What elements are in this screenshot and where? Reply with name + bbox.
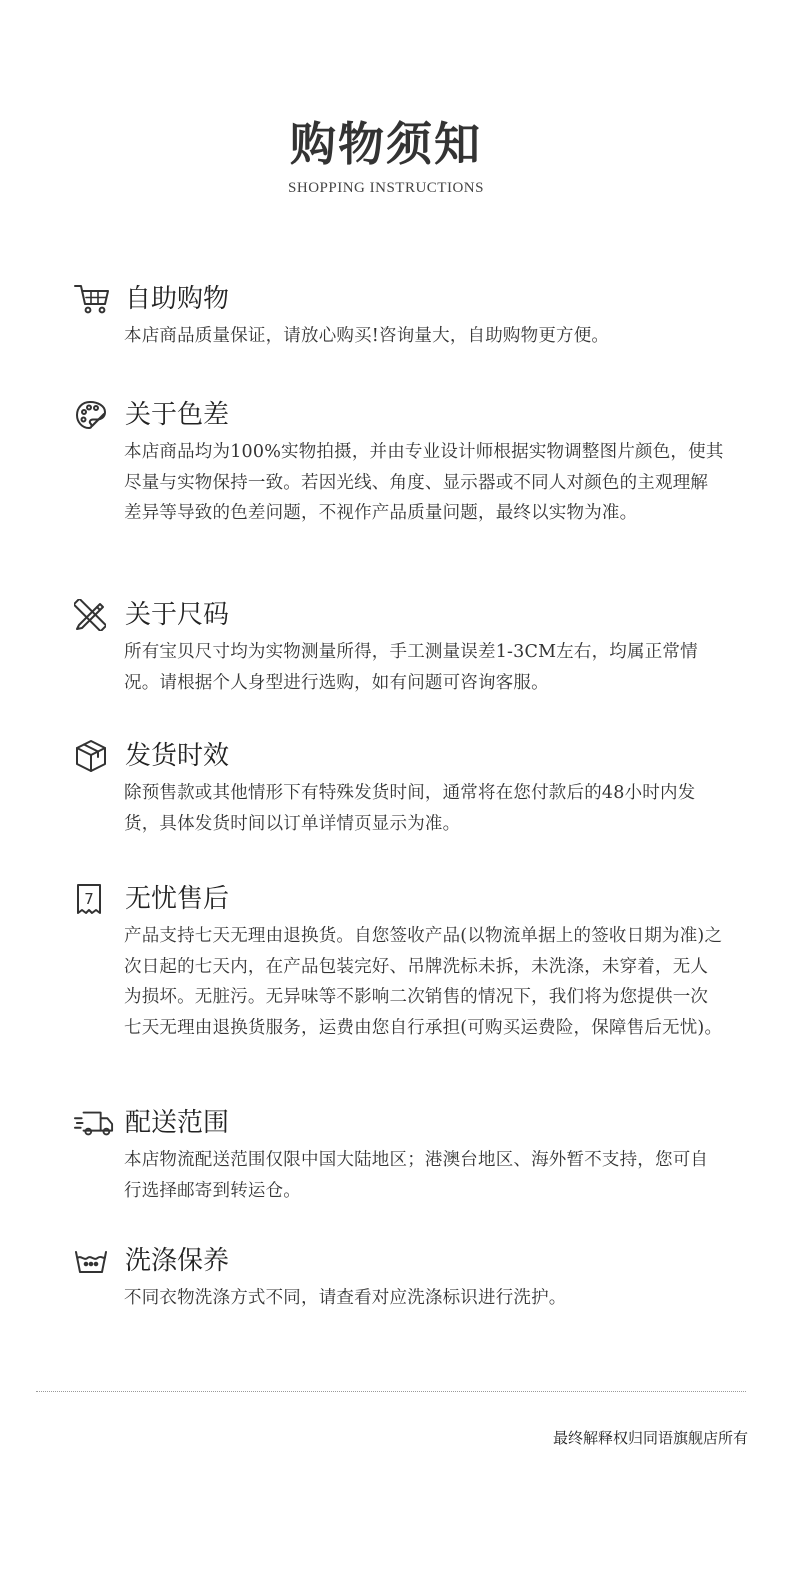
wash-tub-icon xyxy=(74,1245,114,1277)
palette-icon xyxy=(74,399,114,431)
section-delivery-area xyxy=(74,1105,724,1206)
section-washing-care xyxy=(74,1243,724,1314)
section-title: 关于尺码 xyxy=(125,600,230,630)
seven-day-return-icon xyxy=(74,883,114,915)
section-body: 本店物流配送范围仅限中国大陆地区；港澳台地区、海外暂不支持，您可自行选择邮寄到转运仓。 xyxy=(124,1150,709,1201)
section-body: 除预售款或其他情形下有特殊发货时间，通常将在您付款后的48小时内发货，具体发货时间以订单详情页显示为准。 xyxy=(124,783,696,834)
section-body: 所有宝贝尺寸均为实物测量所得，手工测量误差1-3CM左右，均属正常情况。请根据个人身型进行选购，如有问题可咨询客服。 xyxy=(124,642,698,693)
page-subtitle: SHOPPING INSTRUCTIONS xyxy=(288,180,484,196)
section-title: 洗涤保养 xyxy=(125,1246,230,1276)
section-self-service-shopping xyxy=(74,281,724,352)
ruler-pencil-icon xyxy=(74,599,114,631)
page-header xyxy=(0,112,772,197)
section-body: 不同衣物洗涤方式不同，请查看对应洗涤标识进行洗护。 xyxy=(124,1288,567,1308)
section-body: 产品支持七天无理由退换货。自您签收产品(以物流单据上的签收日期为准)之次日起的七天内，在产品包装完好、吊牌洗标未拆，未洗涤，未穿着，无人为损坏。无脏污。无异味等不影响二次销售的情况下，我们将为您提供一次七天无理由退换货服务，运费由您自行承担(可购买运费险，保障售后无忧)。 xyxy=(124,926,723,1038)
section-size xyxy=(74,597,724,698)
package-box-icon xyxy=(74,740,114,772)
footer-note: 最终解释权归同语旗舰店所有 xyxy=(552,1429,748,1447)
section-after-sales xyxy=(74,881,724,1043)
section-body: 本店商品均为100%实物拍摄，并由专业设计师根据实物调整图片颜色，使其尽量与实物保持一致。若因光线、角度、显示器或不同人对颜色的主观理解差异等导致的色差问题，不视作产品质量问题，最终以实物为准。 xyxy=(124,442,724,523)
delivery-truck-icon xyxy=(74,1107,114,1139)
seven-day-return-icon-number: 7 xyxy=(84,890,94,908)
section-title: 发货时效 xyxy=(125,741,230,771)
shopping-cart-icon xyxy=(74,283,114,315)
page-title: 购物须知 xyxy=(290,117,482,171)
section-title: 无忧售后 xyxy=(125,884,230,914)
section-title: 自助购物 xyxy=(125,284,230,314)
section-title: 配送范围 xyxy=(125,1108,230,1138)
section-title: 关于色差 xyxy=(125,400,230,430)
section-body: 本店商品质量保证，请放心购买!咨询量大，自助购物更方便。 xyxy=(124,326,610,346)
section-color-difference xyxy=(74,397,724,529)
dotted-divider xyxy=(36,1391,746,1392)
section-shipping-time xyxy=(74,738,724,839)
